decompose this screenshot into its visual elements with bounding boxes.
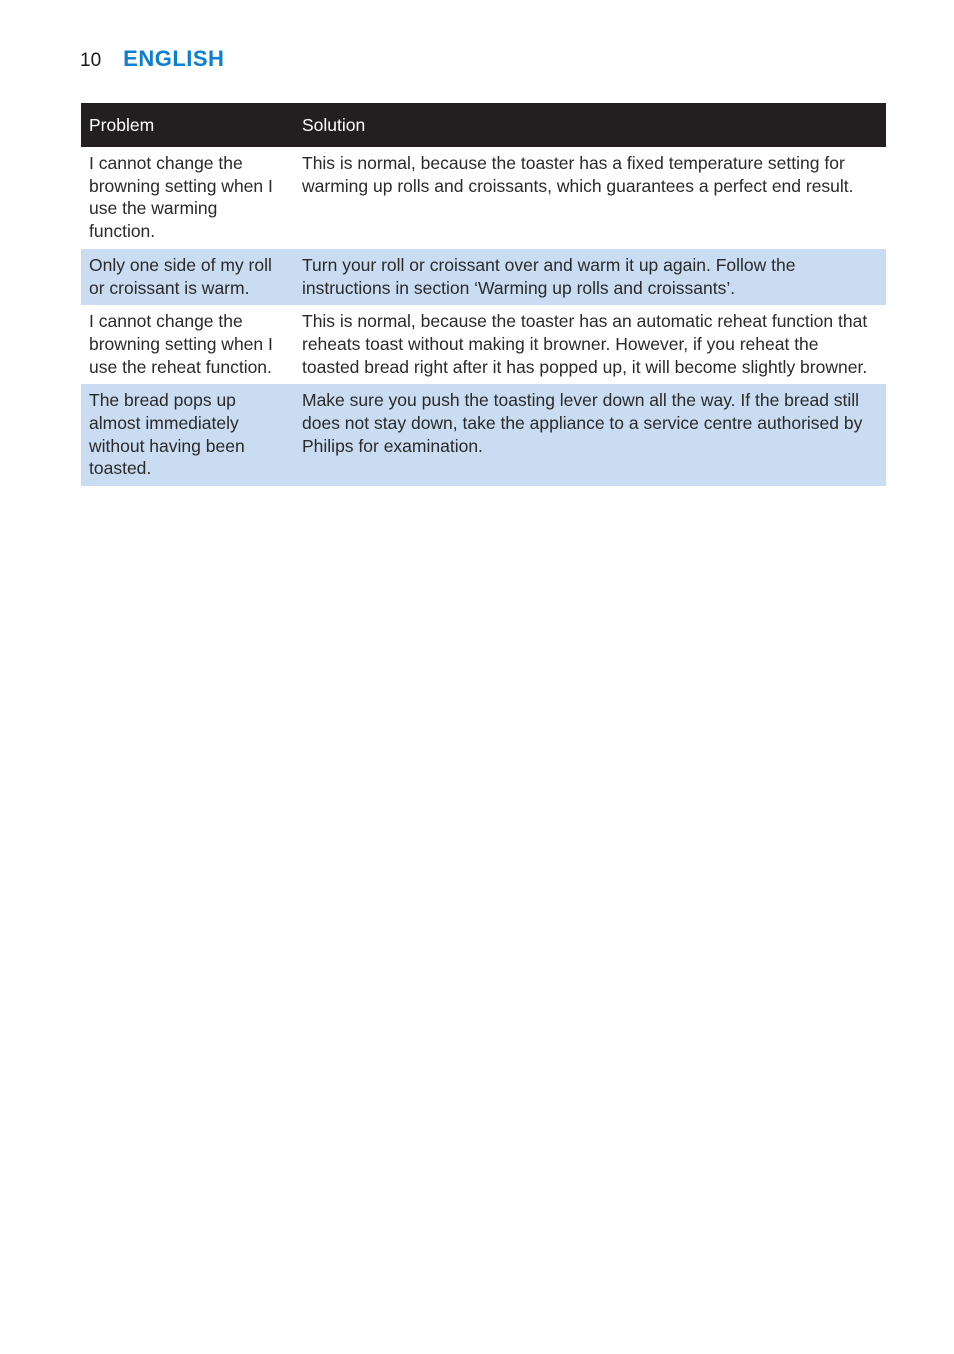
table-row xyxy=(81,384,886,486)
solution-cell: This is normal, because the toaster has a fixed temperature setting for warming up rolls and croissants, which guarantees a perfect end result. xyxy=(302,153,854,196)
solution-cell: Turn your roll or croissant over and warm it up again. Follow the instructions in section ‘Warming up rolls and croissants’. xyxy=(294,249,886,305)
table-row xyxy=(81,249,886,305)
page-header xyxy=(80,46,224,72)
table-header-row xyxy=(81,103,886,147)
solution-cell: Make sure you push the toasting lever down all the way. If the bread still does not stay down, take the appliance to a service centre authorised by Philips for examination. xyxy=(294,384,886,486)
page-number: 10 xyxy=(80,50,102,71)
table-row xyxy=(81,147,886,249)
problem-cell: The bread pops up almost immediately without having been toasted. xyxy=(81,384,294,486)
table-row xyxy=(81,305,886,384)
problem-cell: I cannot change the browning setting when I use the warming function. xyxy=(89,153,273,242)
section-title: ENGLISH xyxy=(123,46,225,71)
problem-cell: I cannot change the browning setting when I use the reheat function. xyxy=(89,311,273,377)
solution-cell: This is normal, because the toaster has an automatic reheat function that reheats toast without making it browner. However, if you reheat the toasted bread right after it has popped up, it will become slightly browner. xyxy=(302,311,868,377)
problem-cell: Only one side of my roll or croissant is warm. xyxy=(81,249,294,305)
troubleshooting-table xyxy=(81,103,886,486)
column-header-problem: Problem xyxy=(81,103,294,147)
column-header-solution: Solution xyxy=(294,103,886,147)
